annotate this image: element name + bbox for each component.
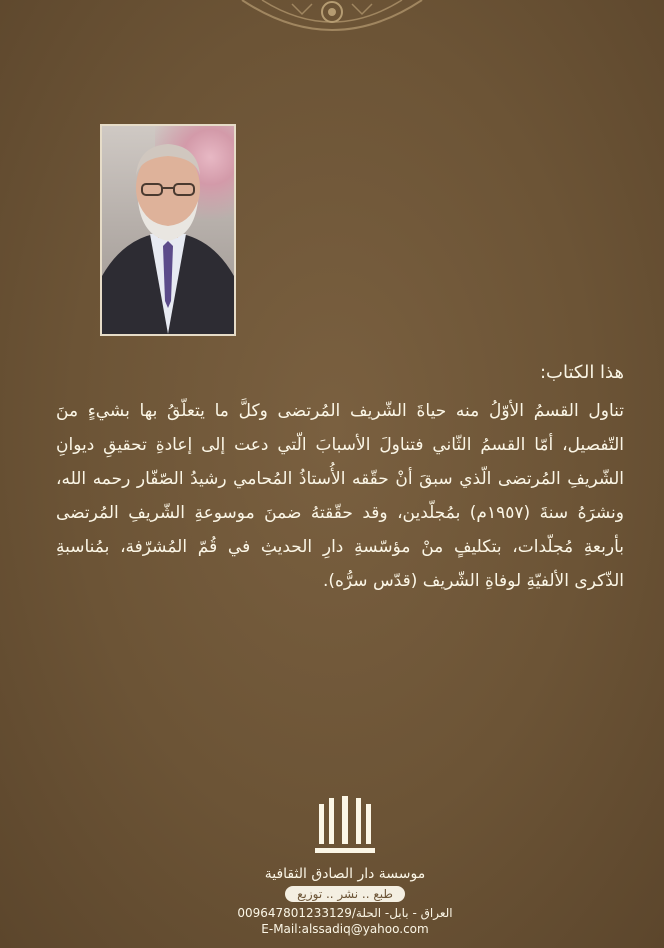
book-description [56, 362, 624, 598]
author-portrait [102, 126, 234, 334]
publisher-email[interactable]: E-Mail:alssadiq@yahoo.com [261, 922, 429, 936]
book-paragraph: تناول القسمُ الأوّلُ منه حياةَ الشّريف المُرتضى وكلَّ ما يتعلّقُ بها بشيءٍ منَ التّفصيل، أمّا القسمُ الثّاني فتناولَ الأسبابَ الّتي دعت إلى إعادةِ تحقيقِ ديوانِ الشّريفِ المُرتضى الّذي سبقَ أنْ حقّقه الأُستاذُ المُحامي رشيدُ الصّفّار رحمه الله، ونشرَهُ سنةَ (١٩٥٧م) بمُجلّدين، وقد حقّقتهُ ضمنَ موسوعةِ الشّريفِ المُرتضى بأربعةِ مُجلّدات، بتكليفٍ منْ مؤسّسةِ دارِ الحديثِ في قُمّ المُشرّفة، بمُناسبةِ الذّكرى الألفيّةِ لوفاةِ الشّريف (قدّس سرُّه). [56, 401, 624, 591]
author-photo [100, 124, 236, 336]
top-ornament-icon [232, 0, 432, 40]
publisher-block [230, 796, 460, 902]
publisher-contact [200, 905, 490, 937]
publisher-address: العراق - بابل- الحلة/009647801233129 [237, 906, 453, 920]
publisher-name: موسسة دار الصادق الثقافية [264, 866, 426, 882]
book-heading: هذا الكتاب: [539, 362, 624, 383]
columns-logo-icon [315, 796, 375, 858]
publisher-slogan: طبع .. نشر .. توزيع [285, 886, 405, 902]
